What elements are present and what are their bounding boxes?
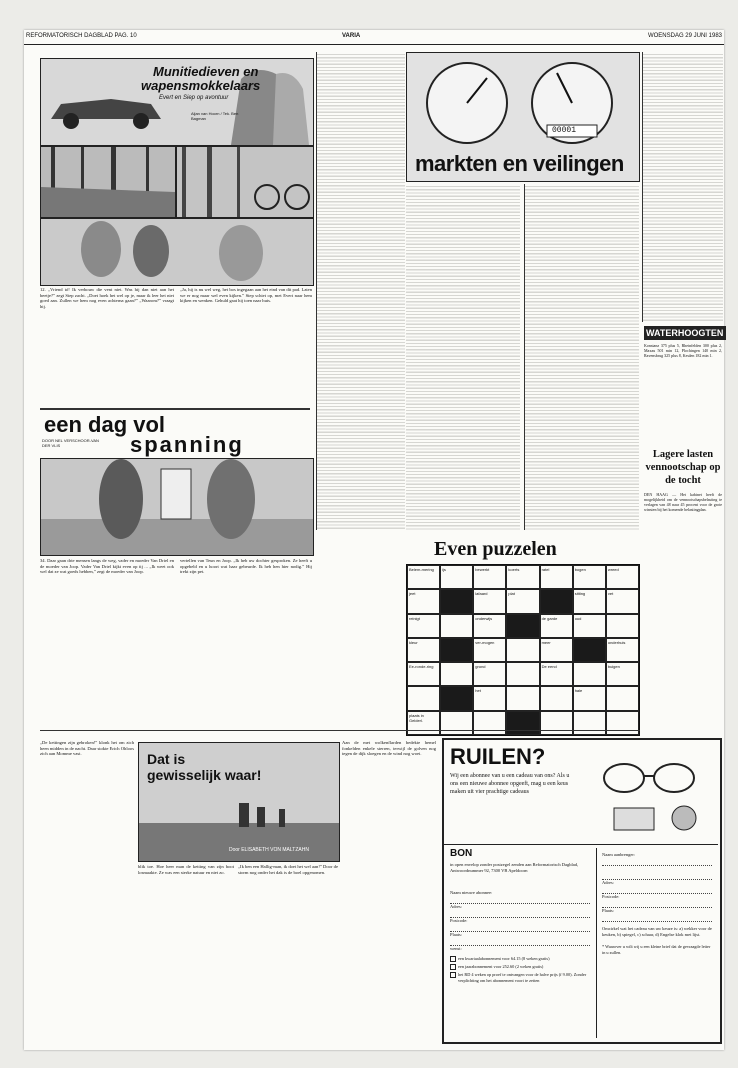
header-paper-name: REFORMATORISCH DAGBLAD PAG. 10 [26, 33, 137, 39]
comic-panel-forest-right [176, 146, 314, 218]
puzzle-cell[interactable] [606, 711, 639, 735]
puzzle-cell[interactable] [506, 638, 539, 662]
comic1-subtitle: Evert en Siep op avontuur [159, 95, 229, 101]
puzzle-cell[interactable] [573, 711, 606, 735]
puzzle-cell[interactable]: onderhuis [606, 638, 639, 662]
bon-title: BON [450, 848, 473, 859]
puzzle-cell[interactable]: onderwijs [473, 614, 506, 638]
puzzle-cell[interactable]: buigen [606, 662, 639, 686]
field-plaats-aanbrenger[interactable]: Plaats: [602, 908, 712, 922]
puzzle-cell[interactable]: sitting [573, 589, 606, 613]
story-text-column4: Aan de met wolkenflarden bedekte hemel fonkelden enkele sterren, terwijl de golven nog tegen de dijk sloegen en de wind nog woei. [342, 740, 436, 757]
comic2-episode-text-2: vertellen van Teun en Joop. „Ik heb uw dochter gesproken. Ze heeft u opgebeld en u hoort wat haar gebeurde. Ik heb hen hier nodig.” Hij trekt zijn pet. [180, 558, 312, 575]
puzzle-cell[interactable] [606, 614, 639, 638]
puzzle-cell[interactable]: Belem-mering [407, 565, 440, 589]
page-header [24, 30, 724, 45]
comic1-episode-text-2: „Ja, hij is nu wel weg, het bos ingegaan aan het eind van dit pad. Laten we er nog maar wel even kijken.” Siep schiet op, met Evert naar hem kijken en wenken. Gehuld gaat hij toen naar huis. [180, 287, 312, 304]
comic2-title1: een dag vol [44, 412, 166, 437]
divider [40, 408, 310, 410]
comic1-title2: wapensmokkelaars [141, 78, 261, 93]
cadeau-keuze-text: Omcirkel wat het cadeau van uw keuze is: a) wekker voor de keuken, b) spiegel, c) schaar, d) Engelse klok met lijst. [602, 926, 712, 937]
option-jaar[interactable]: een jaarabonnement voor 252.60 (2 weken gratis) [450, 964, 590, 970]
puzzle-cell[interactable] [440, 614, 473, 638]
field-wenst: wenst: [450, 946, 462, 951]
puzzle-cell[interactable]: de garde [540, 614, 573, 638]
comic-top-left-panel [40, 58, 314, 146]
story-author: Door ELISABETH VON MALTZAHN [229, 847, 309, 853]
markets-title: markten en veilingen [415, 151, 624, 176]
comic1-credit: Aljan van Hoorn / Tek. Ben Bagman [191, 111, 239, 121]
ruilen-title: RUILEN? [450, 744, 546, 769]
puzzle-cell[interactable] [440, 711, 473, 735]
market-text-left [406, 184, 520, 530]
header-date: WOENSDAG 29 JUNI 1983 [647, 33, 722, 39]
comic-panel-forest-left [40, 146, 176, 218]
puzzle-black-cell [440, 589, 473, 613]
checkbox[interactable] [450, 964, 456, 970]
option-kwartaal[interactable]: een kwartaalabonnement voor 64.15 (8 weken gratis) [450, 956, 590, 962]
option-proef[interactable]: het RD 4 weken op proef te ontvangen voor de halve prijs (f 9.00). Zonder verplichting om het abonnement voort te zetten [450, 972, 590, 983]
ruilen-intro: Wij een abonnee van u een cadeau van ons? Als u ons een nieuwe abonnee opgeeft, mag u een keus maken uit vier prachtige cadeaus [450, 773, 570, 795]
puzzle-cell[interactable]: ijs [440, 565, 473, 589]
puzzle-black-cell [540, 589, 573, 613]
puzzle-cell[interactable]: reinigt [407, 614, 440, 638]
story-text-column3: „Ik ben een Hallig-man, ik doet het wel aan!” Door de storm nog onder het dak is de boel opgenomen. [238, 864, 338, 875]
puzzle-cell[interactable] [506, 662, 539, 686]
comic2-panel [40, 458, 314, 556]
puzzle-cell[interactable]: De eend [540, 662, 573, 686]
bon-instructions: in open envelop zonder postzegel zenden aan Reformatorisch Dagblad, Antwoordnummer 92, 7300 VB Apeldoorn [450, 862, 579, 873]
field-adres-aanbrenger[interactable]: Adres: [602, 880, 712, 894]
puzzle-cell[interactable] [440, 662, 473, 686]
story-title1: Dat is [147, 751, 186, 767]
puzzle-black-cell [440, 686, 473, 710]
header-section: VARIA [342, 33, 361, 39]
puzzle-cell[interactable]: kleur [407, 638, 440, 662]
divider [40, 730, 640, 731]
comic2-title2: spanning [130, 432, 244, 457]
puzzle-cell[interactable]: bogen [573, 565, 606, 589]
puzzle-black-cell [440, 638, 473, 662]
puzzle-cell[interactable]: grond [473, 662, 506, 686]
newspaper-page [24, 30, 724, 1050]
comic1-title1: Munitiedieven en [153, 64, 259, 79]
puzzle-cell[interactable]: bewerkt [473, 565, 506, 589]
crossword-grid[interactable] [406, 564, 640, 736]
bon-form-right [602, 852, 712, 955]
lagere-lasten-text: DEN HAAG — Het kabinet heeft de mogelijkheid om de vennootschapsbelasting te verlagen van 48 naar 45 procent voor de grote winsten bij het komende belastingplan. [644, 492, 722, 512]
market-prices-column [316, 52, 405, 530]
field-naam[interactable]: Naam nieuwe abonnee: [450, 890, 590, 904]
puzzle-cell[interactable] [540, 711, 573, 735]
story-text-column2: blik toe. Hoe heer man de ketting van zijn boot losmaakte. Ze was een sterke natuur en niet zo. [138, 864, 234, 875]
puzzle-cell[interactable]: meer [540, 638, 573, 662]
ruilen-advertisement [442, 738, 722, 1044]
field-naam-aanbrenger[interactable]: Naam aanbrenger: [602, 852, 712, 866]
puzzle-cell[interactable] [540, 686, 573, 710]
puzzle-cell[interactable]: wreed [606, 565, 639, 589]
comic2-episode-text: 34. Daar gaan drie mensen langs de weg, vader en moeder Van Driel en de moeder van Joop. Vader Van Driel kijkt even op tij ... „Ik weet ook wel dat ze wat goeds hebben,” zegt de moeder van Joop. [40, 558, 174, 575]
puzzle-black-cell [573, 638, 606, 662]
puzzle-cell[interactable]: ratel [540, 565, 573, 589]
gauge-counter: 00001 [552, 126, 577, 135]
puzzle-cell[interactable]: plaats in Gelderl. [407, 711, 440, 735]
puzzle-cell[interactable]: hale [573, 686, 606, 710]
puzzle-cell[interactable]: jeet [407, 589, 440, 613]
puzzle-cell[interactable] [473, 711, 506, 735]
checkbox[interactable] [450, 956, 456, 962]
bon-form-left [450, 890, 590, 983]
story-image [138, 742, 340, 862]
puzzle-cell[interactable] [407, 686, 440, 710]
puzzle-cell[interactable] [606, 686, 639, 710]
comic-panel-characters [40, 218, 314, 286]
field-adres[interactable]: Adres: [450, 904, 590, 918]
story-text-column1: „De kettingen zijn gebroken!” klonk het om zich heen midden in de nacht. Daar stokte Erich Ohloos zich aan Momme vast. [40, 740, 134, 757]
markets-image [406, 52, 640, 182]
comic2-byline: DOOR NEL VERSCHOOR-VAN DER VLIS [42, 438, 99, 448]
puzzle-cell[interactable]: vet [606, 589, 639, 613]
puzzle-cell[interactable]: koerts [506, 565, 539, 589]
waterhoogten-text: Konstanz 375 plus 5, Rheinfelden 300 plus 2, Maxau 501 min 12, Plochingen 140 min 2, Ravensbrug 325 plus 8, Keulen 182 min 1. [644, 343, 722, 358]
waterhoogten-title: WATERHOOGTEN [644, 326, 726, 340]
bon-footnote: * Waarover u wilt wij u een kleine brief dat de gevraagde letter in u zullen. [602, 944, 711, 955]
right-column-market-text [642, 52, 723, 322]
lagere-lasten-title: Lagere lasten vennootschap op de tocht [645, 449, 721, 486]
puzzle-black-cell [506, 711, 539, 735]
puzzle-cell[interactable]: lafaard [473, 589, 506, 613]
market-text-right [524, 184, 639, 530]
checkbox[interactable] [450, 972, 456, 978]
puzzle-cell[interactable] [573, 662, 606, 686]
puzzle-cell[interactable]: ver-mogen [473, 638, 506, 662]
puzzle-title: Even puzzelen [434, 538, 557, 560]
field-plaats[interactable]: Plaats: [450, 932, 590, 946]
puzzle-cell[interactable]: het [473, 686, 506, 710]
puzzle-cell[interactable] [506, 686, 539, 710]
comic1-episode-text: 12. „Vriend tó! Ik verbouw die vent niet. Was hij dan niet aan het beetje?” zegt Siep zacht. „Doet hoek het wel op je, maar ik leer het niet goed aan. Zullen we hem nog even achterna gaan?” „Waarom?” vraagt hij. [40, 287, 174, 309]
gift-images [584, 748, 714, 838]
puzzle-cell[interactable]: Ee-ronde-ring [407, 662, 440, 686]
puzzle-black-cell [506, 614, 539, 638]
story-title2: gewisselijk waar! [147, 767, 262, 783]
puzzle-cell[interactable]: oud [573, 614, 606, 638]
puzzle-cell[interactable]: plat [506, 589, 539, 613]
comic2-header [40, 412, 312, 456]
field-postcode[interactable]: Postcode: [450, 918, 590, 932]
field-postcode-aanbrenger[interactable]: Postcode: [602, 894, 712, 908]
